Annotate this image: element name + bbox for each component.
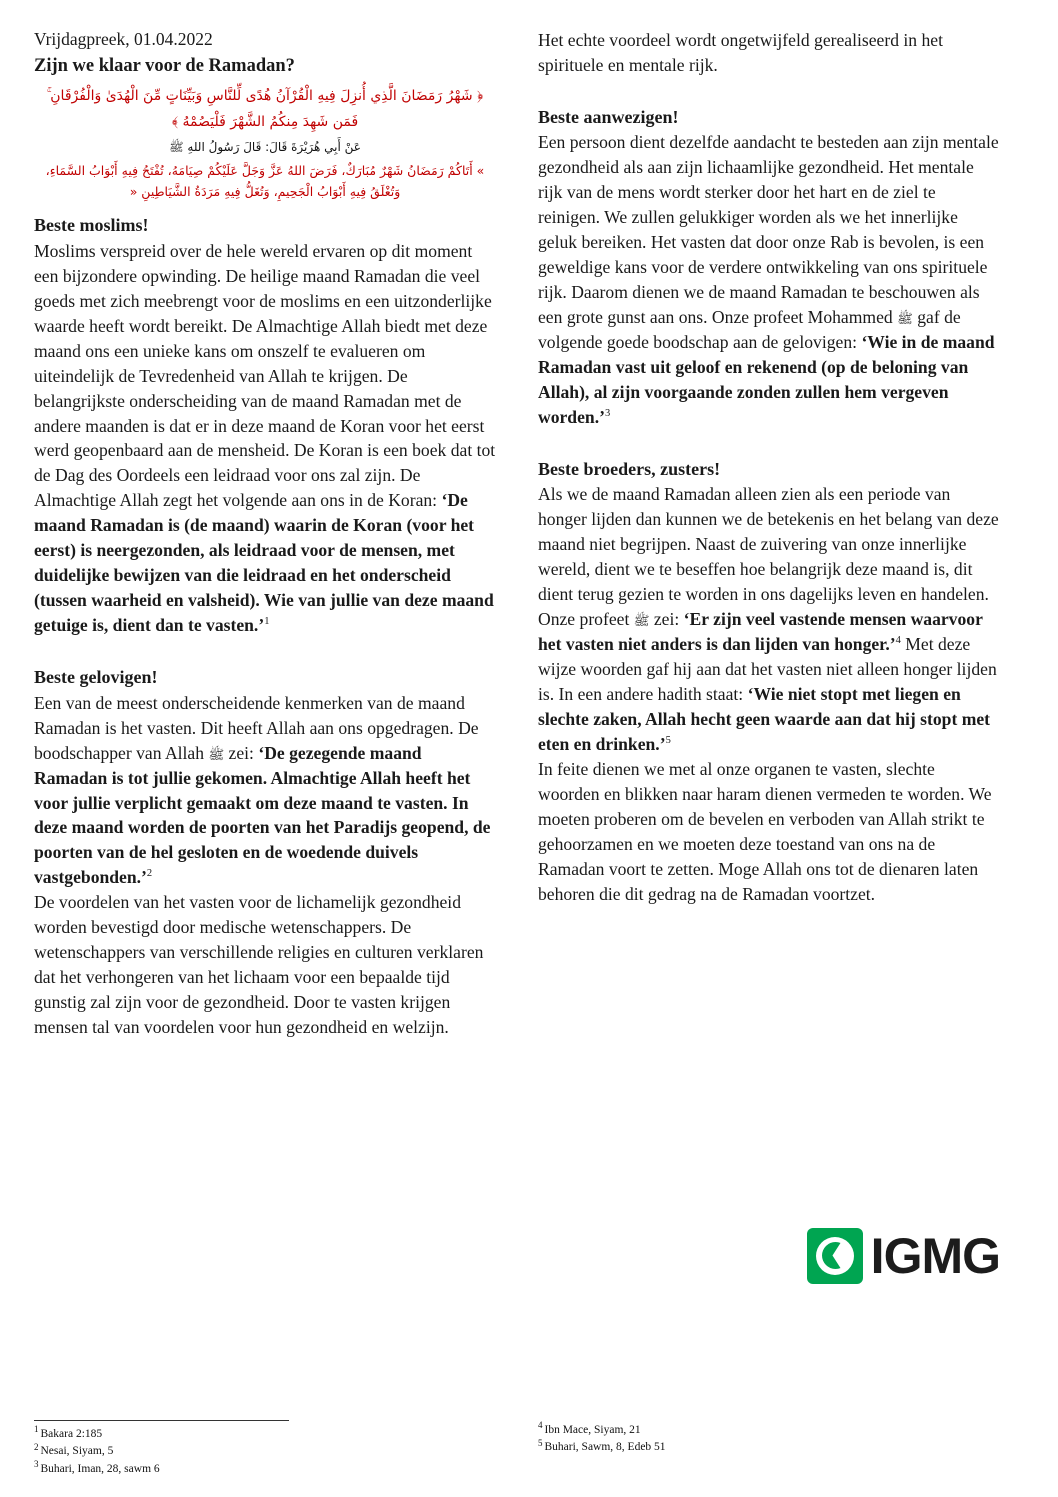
footnote-ref-1: 1	[264, 616, 270, 628]
paragraph-hunger-text-c: Met deze wijze woorden gaf hij aan dat het vasten niet alleen honger lijden is. In een andere hadith staat:	[538, 634, 997, 705]
arabic-hadith-text: » أَتَاكُمْ رَمَضَانُ شَهْرٌ مُبَارَكٌ، فَرَضَ اللهُ عَزَّ وَجَلَّ عَلَيْكُمْ صِيَامَهُ، تُفْتَحُ فِيهِ أَبْوَابُ السَّمَاءِ، وَتُغْلَقُ فِيهِ أَبْوَابُ الْجَحِيمِ، وَتُغَلُّ فِيهِ مَرَدَةُ الشَّيَاطِينِ «	[45, 162, 485, 200]
quote-hadith-lying: ‘Wie niet stopt met liegen en slechte zaken, Allah hecht geen waarde aan dat hij stopt met eten en drinken.’	[538, 684, 991, 755]
footnote-ref-2: 2	[146, 868, 153, 880]
paragraph-spacer-3	[538, 430, 1000, 448]
paragraph-hunger-text-a: Als we de maand Ramadan alleen zien als een periode van honger lijden dan kunnen we de betekenis en het belang van deze maand niet begrijpen. Naast de zuivering van onze innerlijke wereld, dient we te beseffen hoe belangrijk deze maand is, dit dient terug gezien te worden in ons dagelijks leven en handelen. Onze profeet	[538, 484, 999, 630]
paragraph-mental-text-a: Een persoon dient dezelfde aandacht te besteden aan zijn mentale gezondheid als aan zijn lichaamlijke gezondheid. Het mentale rijk van de mens wordt sterker door het hart en de ziel te reinigen. We zullen gelukkiger worden als we het innerlijke geluk bereiken. Het vasten dat door onze Rab is bevolen, is een geweldige kans voor de verdere ontwikkeling van ons spirituele rijk. Daarom dienen we de maand Ramadan te beschouwen als een grote gunst aan ons. Onze profeet Mohammed	[538, 132, 999, 328]
page-title: Zijn we klaar voor de Ramadan?	[34, 55, 295, 76]
quote-hadith-forgiveness: ‘Wie in de maand Ramadan vast uit geloof en rekenend (op de beloning van Allah), al zijn voorgaande zonden zullen hem vergeven worden.’	[538, 332, 995, 427]
two-column-layout	[34, 28, 1024, 1358]
paragraph-spacer-2	[538, 78, 1000, 96]
footnote-ref-3: 3	[604, 408, 611, 420]
footnotes-right	[538, 1416, 1000, 1479]
footnote-ref-4: 4	[895, 635, 901, 647]
footnotes-left	[34, 1416, 496, 1479]
footnote-number: 3	[34, 1459, 39, 1470]
footnote-number: 4	[538, 1419, 543, 1430]
paragraph-intro	[34, 239, 496, 639]
igmg-logo	[807, 1228, 1000, 1284]
footnote-item	[538, 1439, 1000, 1457]
paragraph-spiritual-benefit: Het echte voordeel wordt ongetwijfeld gerealiseerd in het spirituele en mentale rijk.	[538, 30, 943, 75]
section-heading-gelovigen: Beste gelovigen!	[34, 667, 158, 688]
paragraph-vasten-text-a: Een van de meest onderscheidende kenmerken van de maand Ramadan is het vasten. Dit heeft Allah aan ons opgedragen. De boodschapper van Allah	[34, 692, 479, 763]
footnote-text: Bakara 2:185	[40, 1427, 103, 1440]
footnote-item	[34, 1461, 496, 1479]
prophet-honorific-glyph-2: ﷺ	[897, 312, 913, 328]
section-heading-broeders: Beste broeders, zusters!	[538, 458, 721, 479]
arabic-hadith-chain: عَنْ أَبِي هُرَيْرَةَ قَالَ: قَالَ رَسُولُ اللهِ ﷺ	[169, 140, 361, 155]
section-heading-moslims: Beste moslims!	[34, 215, 149, 236]
igmg-logo-text: IGMG	[870, 1228, 1000, 1284]
right-column	[538, 28, 1000, 1358]
footnote-ref-5: 5	[665, 735, 671, 747]
footnote-text: Buhari, Sawm, 8, Edeb 51	[544, 1441, 666, 1454]
footnote-text: Nesai, Siyam, 5	[40, 1445, 114, 1458]
footnote-number: 2	[34, 1441, 39, 1452]
footnote-item	[34, 1443, 496, 1461]
document-meta: Vrijdagpreek, 01.04.2022	[34, 29, 213, 49]
footnotes	[34, 1416, 1024, 1479]
paragraph-hunger-text-b: zei:	[649, 609, 684, 630]
footnote-number: 5	[538, 1437, 543, 1448]
prophet-honorific-glyph-3: ﷺ	[633, 614, 650, 630]
quote-quran: ‘De maand Ramadan is (de maand) waarin de Koran (voor het eerst) is neergezonden, als leidraad voor de mensen, met duidelijke bewijzen van die leidraad en het onderscheid (tussen waarheid en valsheid). Wie van jullie van deze maand getuige is, dient dan te vasten.’	[34, 490, 494, 636]
footnote-number: 1	[34, 1423, 39, 1434]
footnote-rule	[34, 1420, 289, 1421]
paragraph-vasten-text-b: zei:	[224, 742, 259, 763]
paragraph-hunger	[538, 482, 1000, 757]
footnote-item	[34, 1423, 496, 1444]
paragraph-intro-text: Moslims verspreid over de hele wereld ervaren op dit moment een bijzondere opwinding. De heilige maand Ramadan die veel goeds met zich meebrengt voor de moslims en een uitzonderlijke waarde heeft wordt bereikt. De Almachtige Allah biedt met deze maand ons een unieke kans om onszelf te evalueren om uiteindelijk de Tevredenheid van Allah te krijgen. De belangrijkste onderscheiding van de maand Ramadan met de andere maanden is dat er in deze maand de Koran voor het eerst werd geopenbaard aan de mensheid. De Koran is een boek dat tot de Dag des Oordeels een leidraad voor ons zal zijn. De Almachtige Allah zegt het volgende aan ons in de Koran:	[34, 240, 496, 511]
paragraph-spacer	[34, 638, 496, 656]
quote-hadith-ramadan: ‘De gezegende maand Ramadan is tot jullie gekomen. Almachtige Allah heeft het voor jullie verplicht gemaakt om deze maand te vasten. In deze maand worden de poorten van het Paradijs geopend, de poorten van de hel gesloten en de woedende duivels vastgebonden.’	[34, 742, 491, 888]
quote-hadith-hunger: ‘Er zijn veel vastende mensen waarvoor het vasten niet anders is dan lijden van honger.’	[538, 609, 983, 655]
footnote-text: Ibn Mace, Siyam, 21	[544, 1423, 641, 1436]
paragraph-mental-text-b: gaf de volgende goede boodschap aan de gelovigen:	[538, 307, 961, 353]
igmg-logo-mark-icon	[807, 1228, 863, 1284]
paragraph-conclusion: In feite dienen we met al onze organen te vasten, slechte woorden en blikken naar haram dienen vermeden te worden. We moeten proberen om de bevelen en verboden van Allah strikt te gehoorzamen en we moeten deze toestand van ons na de Ramadan voort te zetten. Moge Allah ons tot de dienaren laten behoren die dit gedrag na de Ramadan voortzet.	[538, 759, 992, 904]
footnote-text: Buhari, Iman, 28, sawm 6	[40, 1463, 160, 1476]
paragraph-health: De voordelen van het vasten voor de lichamelijk gezondheid worden bevestigd door medische wetenschappers. De wetenschappers van verschillende religies en culturen verklaren dat het verhongeren van het lichaam voor een bepaalde tijd gunstig zal zijn voor de gezondheid. Door te vasten krijgen mensen tal van voordelen voor hun gezondheid en welzijn.	[34, 892, 484, 1038]
footnote-item	[538, 1419, 1000, 1440]
arabic-quran-verse: ﴿ شَهْرُ رَمَضَانَ الَّذِي أُنزِلَ فِيهِ الْقُرْآنُ هُدًى لِّلنَّاسِ وَبَيِّنَاتٍ مِّنَ الْهُدَىٰ وَالْفُرْقَانِ ۚ فَمَن شَهِدَ مِنكُمُ الشَّهْرَ فَلْيَصُمْهُ ﴾	[46, 87, 484, 130]
left-column	[34, 28, 496, 1358]
section-heading-aanwezigen: Beste aanwezigen!	[538, 106, 679, 127]
prophet-honorific-glyph: ﷺ	[208, 747, 225, 763]
paragraph-vasten	[34, 691, 496, 891]
paragraph-mental-health	[538, 130, 1000, 430]
